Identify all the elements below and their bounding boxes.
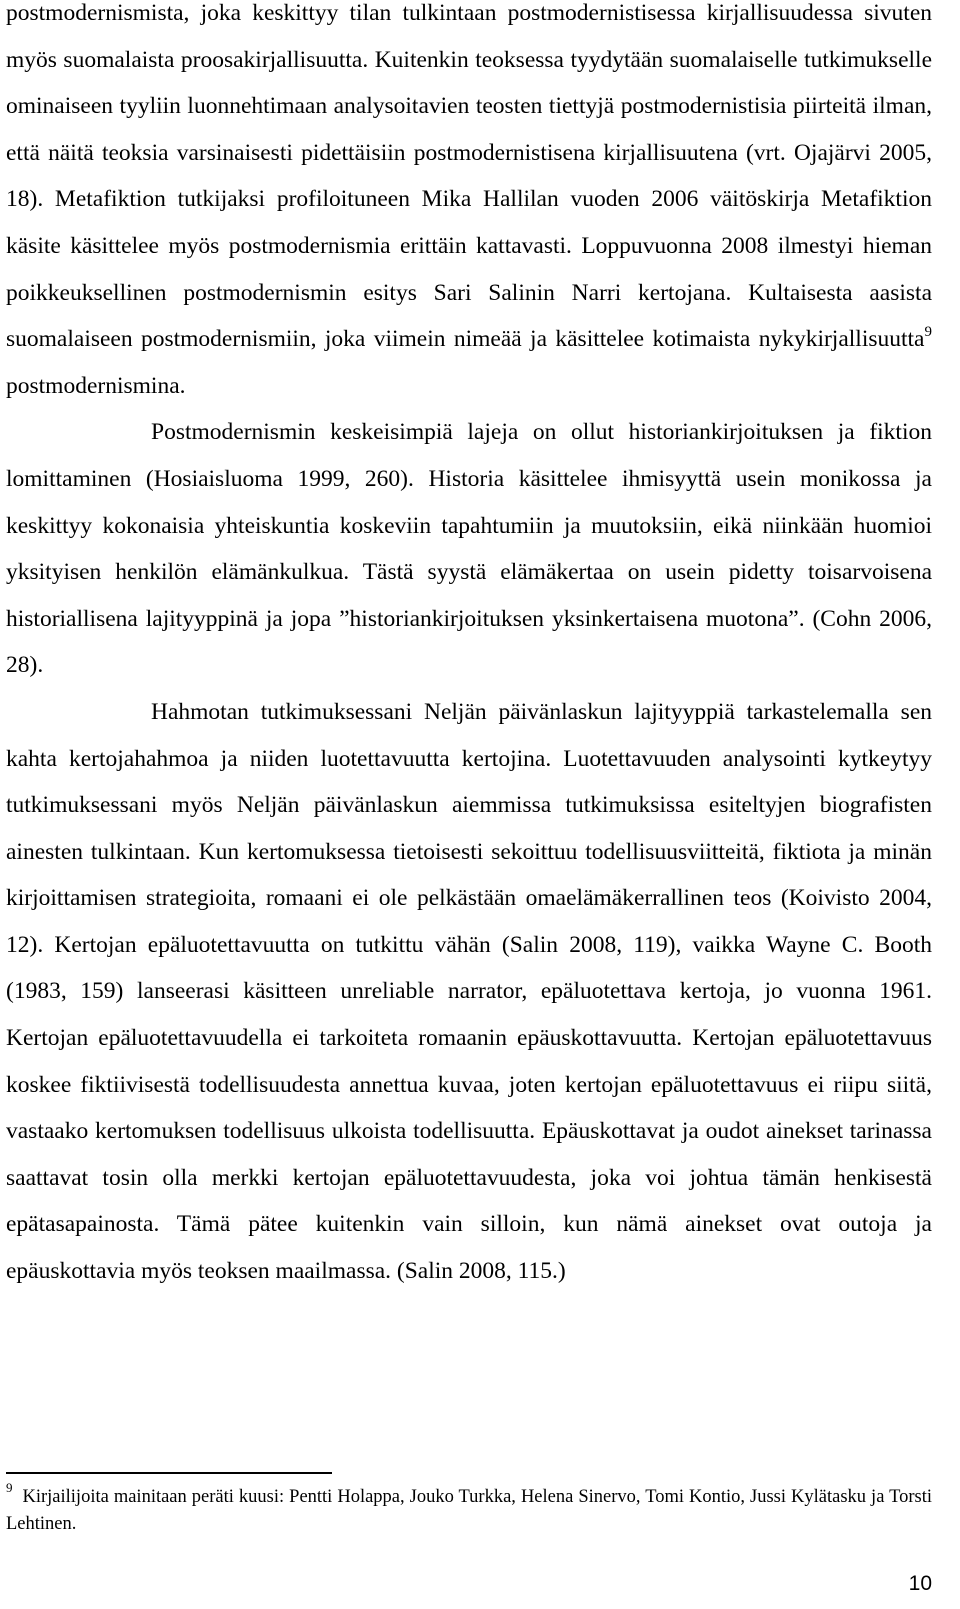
footnote-number: 9 <box>6 1479 13 1495</box>
footnote-separator <box>6 1472 332 1474</box>
paragraph-1 <box>6 0 932 409</box>
paragraph-1-text: postmodernismista, joka keskittyy tilan tulkintaan postmodernistisessa kirjallisuudessa sivuten myös suomalaista proosakirjallisuutta. Kuitenkin teoksessa tyydytään suomalaiselle tutkimukselle ominaiseen tyyliin luonnehtimaan analysoitavien teosten tiettyjä postmodernistisia piirteitä ilman, että näitä teoksia varsinaisesti pidettäisiin postmodernistisena kirjallisuutena (vrt. Ojajärvi 2005, 18). Metafiktion tutkijaksi profiloituneen Mika Hallilan vuoden 2006 väitöskirja Metafiktion käsite käsittelee myös postmodernismia erittäin kattavasti. Loppuvuonna 2008 ilmestyi hieman poikkeuksellinen postmodernismin esitys Sari Salinin Narri kertojana. Kultaisesta aasista suomalaiseen postmodernismiin, joka viimein nimeää ja käsittelee kotimaista nykykirjallisuutta <box>6 0 932 353</box>
paragraph-1-text-end: postmodernismina. <box>6 372 186 399</box>
paragraph-2: Postmodernismin keskeisimpiä lajeja on ollut historiankirjoituksen ja fiktion lomittaminen (Hosiaisluoma 1999, 260). Historia käsittelee ihmisyyttä usein monikossa ja keskittyy kokonaisia yhteiskuntia koskeviin tapahtumiin ja muutoksiin, eikä niinkään huomioi yksityisen henkilön elämänkulkua. Tästä syystä elämäkertaa on usein pidetty toisarvoisena historiallisena lajityyppinä ja jopa ”historiankirjoituksen yksinkertaisena muotona”. (Cohn 2006, 28). <box>6 419 932 679</box>
paragraph-3: Hahmotan tutkimuksessani Neljän päivänlaskun lajityyppiä tarkastelemalla sen kahta kertojahahmoa ja niiden luotettavuutta kertojina. Luotettavuuden analysointi kytkeytyy tutkimuksessani myös Neljän päivänlaskun aiemmissa tutkimuksissa esiteltyjen biografisten ainesten tulkintaan. Kun kertomuksessa tietoisesti sekoittuu todellisuusviitteitä, fiktiota ja minän kirjoittamisen strategioita, romaani ei ole pelkästään omaelämäkerrallinen teos (Koivisto 2004, 12). Kertojan epäluotettavuutta on tutkittu vähän (Salin 2008, 119), vaikka Wayne C. Booth (1983, 159) lanseerasi käsitteen unreliable narrator, epäluotettava kertoja, jo vuonna 1961. Kertojan epäluotettavuudella ei tarkoiteta romaanin epäuskottavuutta. Kertojan epäluotettavuus koskee fiktiivisestä todellisuudesta annettua kuvaa, joten kertojan epäluotettavuus ei riipu siitä, vastaako kertomuksen todellisuus ulkoista todellisuutta. Epäuskottavat ja oudot ainekset tarinassa saattavat tosin olla merkki kertojan epäluotettavuudesta, joka voi johtua tämän henkisestä epätasapainosta. Tämä pätee kuitenkin vain silloin, kun nämä ainekset ovat outoja ja epäuskottavia myös teoksen maailmassa. (Salin 2008, 115.) <box>6 698 932 1285</box>
footnote-text: Kirjailijoita mainitaan peräti kuusi: Pentti Holappa, Jouko Turkka, Helena Sinervo, Tomi Kontio, Jussi Kylätasku ja Torsti Lehtinen. <box>6 1487 932 1534</box>
footnote <box>6 1479 932 1538</box>
footnote-reference: 9 <box>924 324 932 341</box>
page-number: 10 <box>908 1572 932 1595</box>
body-text <box>6 0 932 1295</box>
